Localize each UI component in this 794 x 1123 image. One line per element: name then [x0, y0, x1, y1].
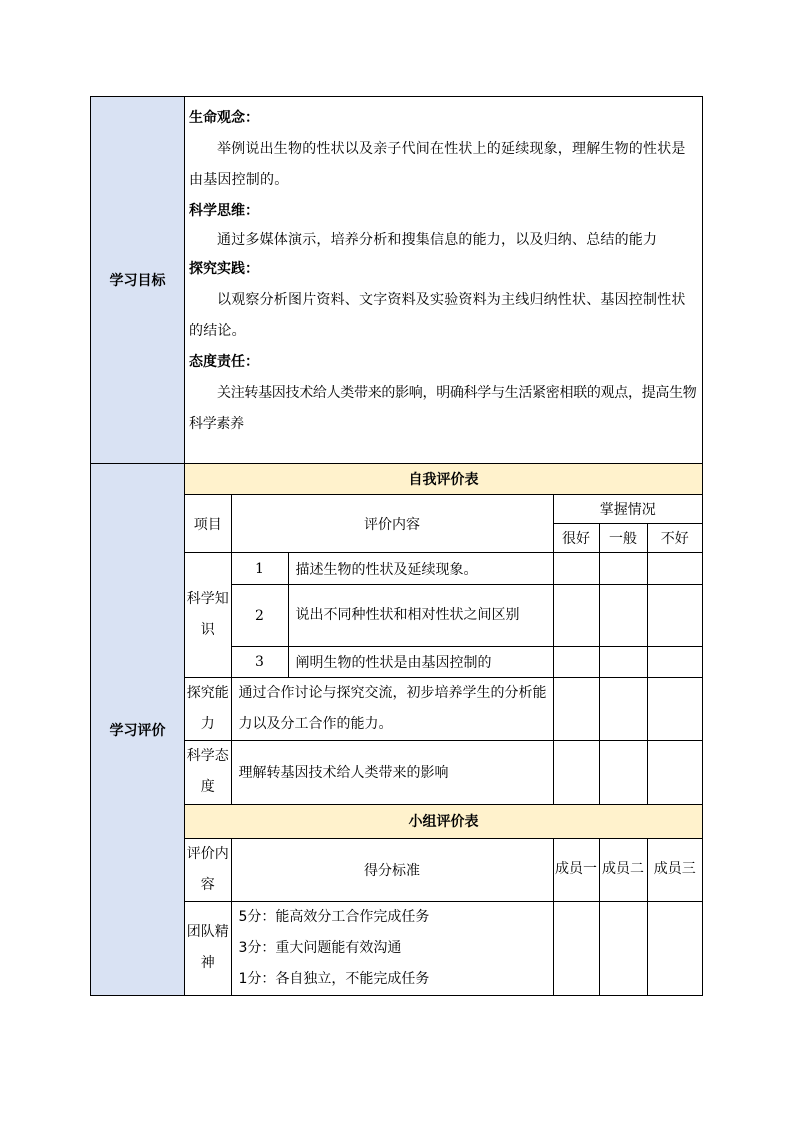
objective-text: 通过多媒体演示，培养分析和搜集信息的能力，以及归纳、总结的能力 [217, 232, 658, 248]
rating-cell[interactable] [647, 585, 702, 647]
row-number: 2 [231, 585, 288, 647]
level-average: 一般 [599, 524, 647, 553]
header-standard: 得分标准 [231, 838, 553, 901]
header-member-1: 成员一 [553, 838, 599, 901]
objective-text: 举例说出生物的性状以及亲子代间在性状上的延续现象，理解生物的性状是由基因控制的。 [189, 141, 686, 188]
rating-cell[interactable] [647, 553, 702, 585]
group-evaluation-table [185, 804, 702, 996]
objective-heading: 科学思维： [189, 203, 259, 219]
self-evaluation-table [185, 464, 702, 804]
level-poor: 不好 [647, 524, 702, 553]
objectives-label: 学习目标 [91, 97, 185, 464]
criteria-line: 5分：能高效分工合作完成任务 [238, 908, 430, 925]
row-number: 3 [231, 647, 288, 678]
category-cell: 科学态度 [185, 741, 231, 804]
rating-cell[interactable] [553, 553, 599, 585]
score-cell[interactable] [553, 901, 599, 995]
rating-cell[interactable] [599, 678, 647, 741]
header-mastery: 掌握情况 [553, 495, 702, 524]
header-content: 评价内容 [185, 838, 231, 901]
rating-cell[interactable] [599, 585, 647, 647]
rating-cell[interactable] [599, 741, 647, 804]
criteria-line: 3分：重大问题能有效沟通 [238, 939, 402, 956]
rating-cell[interactable] [647, 647, 702, 678]
category-cell: 团队精神 [185, 901, 231, 995]
category-cell: 科学知识 [185, 553, 231, 678]
row-content: 描述生物的性状及延续现象。 [288, 553, 553, 585]
header-content: 评价内容 [231, 495, 553, 553]
objective-text: 以观察分析图片资料、文字资料及实验资料为主线归纳性状、基因控制性状的结论。 [189, 292, 686, 339]
rating-cell[interactable] [599, 647, 647, 678]
rating-cell[interactable] [553, 678, 599, 741]
rating-cell[interactable] [647, 741, 702, 804]
criteria-cell [231, 901, 553, 995]
header-member-2: 成员二 [599, 838, 647, 901]
group-evaluation-title: 小组评价表 [185, 804, 702, 838]
level-good: 很好 [553, 524, 599, 553]
lesson-table [90, 96, 703, 996]
rating-cell[interactable] [553, 647, 599, 678]
rating-cell[interactable] [553, 741, 599, 804]
rating-cell[interactable] [647, 678, 702, 741]
objective-heading: 探究实践： [189, 261, 259, 277]
objective-heading: 生命观念： [189, 110, 259, 126]
row-content: 阐明生物的性状是由基因控制的 [288, 647, 553, 678]
evaluation-label: 学习评价 [91, 464, 185, 996]
objectives-content [185, 97, 703, 464]
criteria-line: 1分：各自独立，不能完成任务 [238, 970, 430, 987]
objective-heading: 态度责任： [189, 354, 259, 370]
row-number: 1 [231, 553, 288, 585]
category-cell: 探究能力 [185, 678, 231, 741]
score-cell[interactable] [647, 901, 702, 995]
score-cell[interactable] [599, 901, 647, 995]
row-content: 通过合作讨论与探究交流，初步培养学生的分析能力以及分工合作的能力。 [231, 678, 553, 741]
evaluation-content [185, 464, 703, 996]
rating-cell[interactable] [599, 553, 647, 585]
self-evaluation-title: 自我评价表 [185, 464, 702, 495]
objective-text: 关注转基因技术给人类带来的影响，明确科学与生活紧密相联的观点，提高生物科学素养 [189, 385, 697, 432]
header-member-3: 成员三 [647, 838, 702, 901]
row-content: 理解转基因技术给人类带来的影响 [231, 741, 553, 804]
row-content: 说出不同种性状和相对性状之间区别 [288, 585, 553, 647]
header-item: 项目 [185, 495, 231, 553]
rating-cell[interactable] [553, 585, 599, 647]
